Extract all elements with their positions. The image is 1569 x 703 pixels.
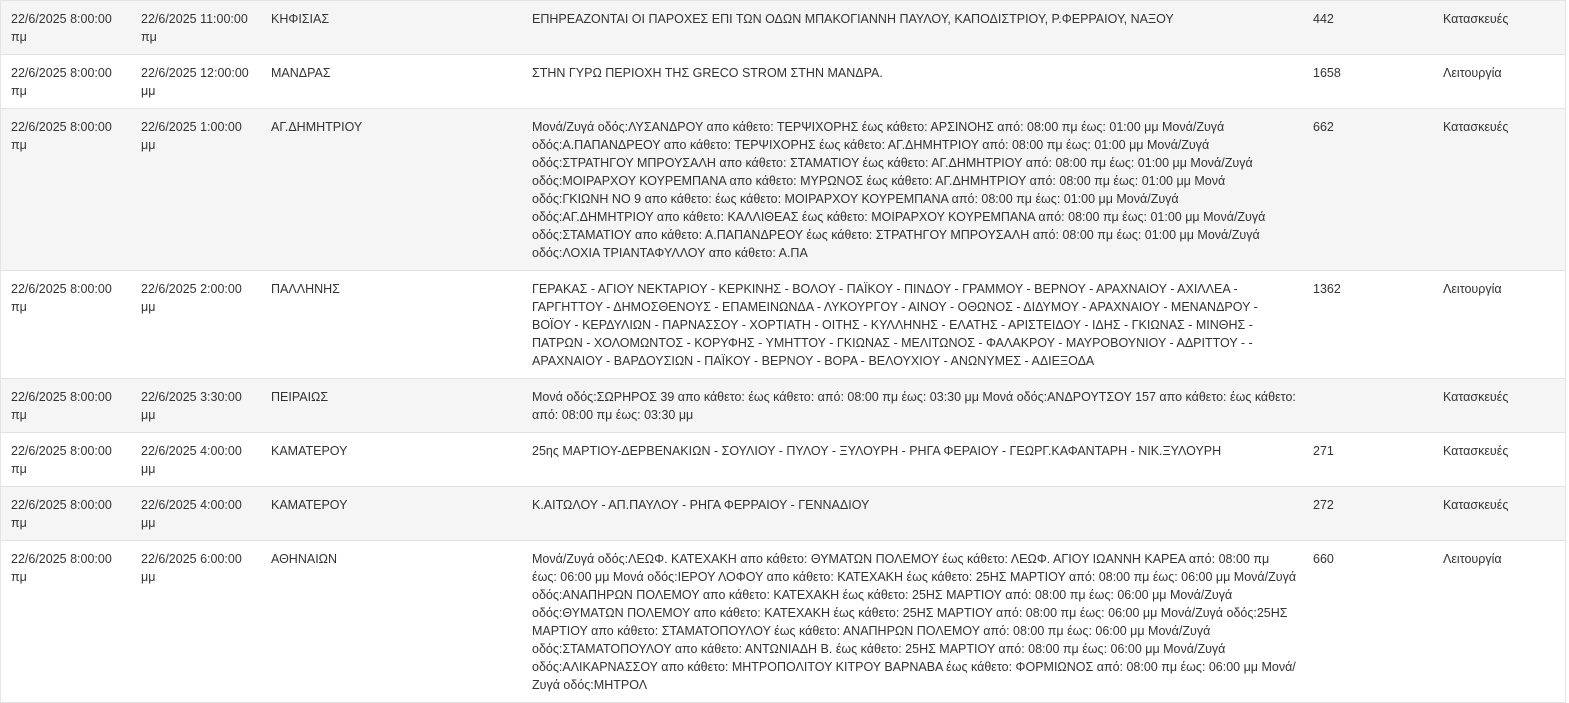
- type-cell: Κατασκευές: [1433, 109, 1565, 271]
- area-cell: ΠΑΛΛΗΝΗΣ: [261, 271, 522, 379]
- start-time-cell: 22/6/2025 8:00:00 πμ: [1, 109, 131, 271]
- start-time-cell: 22/6/2025 8:00:00 πμ: [1, 55, 131, 109]
- table-row: [1, 109, 1565, 271]
- type-cell: Κατασκευές: [1433, 433, 1565, 487]
- type-cell: Κατασκευές: [1433, 487, 1565, 541]
- end-time-cell: 22/6/2025 4:00:00 μμ: [131, 433, 261, 487]
- area-cell: ΜΑΝΔΡΑΣ: [261, 55, 522, 109]
- end-time-cell: 22/6/2025 11:00:00 πμ: [131, 1, 261, 55]
- description-cell: Μονά οδός:ΣΩΡΗΡΟΣ 39 απο κάθετο: έως κάθετο: από: 08:00 πμ έως: 03:30 μμ Μονά οδός:ΑΝΔΡΟΥΤΣΟΥ 157 απο κάθετο: έως κάθετο: από: 08:00 πμ έως: 03:30 μμ: [522, 379, 1303, 433]
- table-row: [1, 379, 1565, 433]
- table-row: [1, 55, 1565, 109]
- description-cell: Μονά/Ζυγά οδός:ΛΥΣΑΝΔΡΟΥ απο κάθετο: ΤΕΡΨΙΧΟΡΗΣ έως κάθετο: ΑΡΣΙΝΟΗΣ από: 08:00 πμ έως: 01:00 μμ Μονά/Ζυγά οδός:Α.ΠΑΠΑΝΔΡΕΟΥ απο κάθετο: ΤΕΡΨΙΧΟΡΗΣ έως κάθετο: ΑΓ.ΔΗΜΗΤΡΙΟΥ από: 08:00 πμ έως: 01:00 μμ Μονά/Ζυγά οδός:ΣΤΡΑΤΗΓΟΥ ΜΠΡΟΥΣΑΛΗ απο κάθετο: ΣΤΑΜΑΤΙΟΥ έως κάθετο: ΑΓ.ΔΗΜΗΤΡΙΟΥ από: 08:00 πμ έως: 01:00 μμ Μονά/Ζυγά οδός:ΜΟΙΡΑΡΧΟΥ ΚΟΥΡΕΜΠΑΝΑ απο κάθετο: ΜΥΡΩΝΟΣ έως κάθετο: ΑΓ.ΔΗΜΗΤΡΙΟΥ από: 08:00 πμ έως: 01:00 μμ Μονά οδός:ΓΚΙΩΝΗ ΝΟ 9 απο κάθετο: έως κάθετο: ΜΟΙΡΑΡΧΟΥ ΚΟΥΡΕΜΠΑΝΑ από: 08:00 πμ έως: 01:00 μμ Μονά/Ζυγά οδός:ΑΓ.ΔΗΜΗΤΡΙΟΥ απο κάθετο: ΚΑΛΛΙΘΕΑΣ έως κάθετο: ΜΟΙΡΑΡΧΟΥ ΚΟΥΡΕΜΠΑΝΑ από: 08:00 πμ έως: 01:00 μμ Μονά/Ζυγά οδός:ΣΤΑΜΑΤΙΟΥ απο κάθετο: Α.ΠΑΠΑΝΔΡΕΟΥ έως κάθετο: ΣΤΡΑΤΗΓΟΥ ΜΠΡΟΥΣΑΛΗ από: 08:00 πμ έως: 01:00 μμ Μονά/Ζυγά οδός:ΛΟΧΙΑ ΤΡΙΑΝΤΑΦΥΛΛΟΥ απο κάθετο: Α.ΠΑ: [522, 109, 1303, 271]
- area-cell: ΠΕΙΡΑΙΩΣ: [261, 379, 522, 433]
- description-cell: Μονά/Ζυγά οδός:ΛΕΩΦ. ΚΑΤΕΧΑΚΗ απο κάθετο: ΘΥΜΑΤΩΝ ΠΟΛΕΜΟΥ έως κάθετο: ΛΕΩΦ. ΑΓΙΟΥ ΙΩΑΝΝΗ ΚΑΡΕΑ από: 08:00 πμ έως: 06:00 μμ Μονά οδός:ΙΕΡΟΥ ΛΟΦΟΥ απο κάθετο: ΚΑΤΕΧΑΚΗ έως κάθετο: 25ΗΣ ΜΑΡΤΙΟΥ από: 08:00 πμ έως: 06:00 μμ Μονά/Ζυγά οδός:ΑΝΑΠΗΡΩΝ ΠΟΛΕΜΟΥ απο κάθετο: ΚΑΤΕΧΑΚΗ έως κάθετο: 25ΗΣ ΜΑΡΤΙΟΥ από: 08:00 πμ έως: 06:00 μμ Μονά/Ζυγά οδός:ΘΥΜΑΤΩΝ ΠΟΛΕΜΟΥ απο κάθετο: ΚΑΤΕΧΑΚΗ έως κάθετο: 25ΗΣ ΜΑΡΤΙΟΥ από: 08:00 πμ έως: 06:00 μμ Μονά/Ζυγά οδός:25ΗΣ ΜΑΡΤΙΟΥ απο κάθετο: ΣΤΑΜΑΤΟΠΟΥΛΟΥ έως κάθετο: ΑΝΑΠΗΡΩΝ ΠΟΛΕΜΟΥ από: 08:00 πμ έως: 06:00 μμ Μονά/Ζυγά οδός:ΣΤΑΜΑΤΟΠΟΥΛΟΥ απο κάθετο: ΑΝΤΩΝΙΑΔΗ Β. έως κάθετο: 25ΗΣ ΜΑΡΤΙΟΥ από: 08:00 πμ έως: 06:00 μμ Μονά/Ζυγά οδός:ΑΛΙΚΑΡΝΑΣΣΟΥ απο κάθετο: ΜΗΤΡΟΠΟΛΙΤΟΥ ΚΙΤΡΟΥ ΒΑΡΝΑΒΑ έως κάθετο: ΦΟΡΜΙΩΝΟΣ από: 08:00 πμ έως: 06:00 μμ Μονά/Ζυγά οδός:ΜΗΤΡΟΛ: [522, 541, 1303, 703]
- description-cell: 25ης ΜΑΡΤΙΟΥ-ΔΕΡΒΕΝΑΚΙΩΝ - ΣΟΥΛΙΟΥ - ΠΥΛΟΥ - ΞΥΛΟΥΡΗ - ΡΗΓΑ ΦΕΡΑΙΟΥ - ΓΕΩΡΓ.ΚΑΦΑΝΤΑΡΗ - ΝΙΚ.ΞΥΛΟΥΡΗ: [522, 433, 1303, 487]
- number-cell: 662: [1303, 109, 1433, 271]
- table-row: [1, 541, 1565, 703]
- type-cell: Λειτουργία: [1433, 55, 1565, 109]
- number-cell: [1303, 379, 1433, 433]
- table-row: [1, 433, 1565, 487]
- number-cell: 442: [1303, 1, 1433, 55]
- table-row: [1, 1, 1565, 55]
- number-cell: 660: [1303, 541, 1433, 703]
- area-cell: ΚΑΜΑΤΕΡΟΥ: [261, 433, 522, 487]
- description-cell: Κ.ΑΙΤΩΛΟΥ - ΑΠ.ΠΑΥΛΟΥ - ΡΗΓΑ ΦΕΡΡΑΙΟΥ - ΓΕΝΝΑΔΙΟΥ: [522, 487, 1303, 541]
- end-time-cell: 22/6/2025 4:00:00 μμ: [131, 487, 261, 541]
- end-time-cell: 22/6/2025 2:00:00 μμ: [131, 271, 261, 379]
- outages-table: [1, 1, 1565, 703]
- number-cell: 1658: [1303, 55, 1433, 109]
- number-cell: 272: [1303, 487, 1433, 541]
- number-cell: 271: [1303, 433, 1433, 487]
- start-time-cell: 22/6/2025 8:00:00 πμ: [1, 541, 131, 703]
- table-row: [1, 271, 1565, 379]
- area-cell: ΑΘΗΝΑΙΩΝ: [261, 541, 522, 703]
- table-row: [1, 487, 1565, 541]
- type-cell: Κατασκευές: [1433, 379, 1565, 433]
- start-time-cell: 22/6/2025 8:00:00 πμ: [1, 1, 131, 55]
- description-cell: ΣΤΗΝ ΓΥΡΩ ΠΕΡΙΟΧΗ ΤΗΣ GRECO STROM ΣΤΗΝ ΜΑΝΔΡΑ.: [522, 55, 1303, 109]
- description-cell: ΓΕΡΑΚΑΣ - ΑΓΙΟΥ ΝΕΚΤΑΡΙΟΥ - ΚΕΡΚΙΝΗΣ - ΒΟΛΟΥ - ΠΑΪΚΟΥ - ΠΙΝΔΟΥ - ΓΡΑΜΜΟΥ - ΒΕΡΝΟΥ - ΑΡΑΧΝΑΙΟΥ - ΑΧΙΛΛΕΑ - ΓΑΡΓΗΤΤΟΥ - ΔΗΜΟΣΘΕΝΟΥΣ - ΕΠΑΜΕΙΝΩΝΔΑ - ΛΥΚΟΥΡΓΟΥ - ΑΙΝΟΥ - ΟΘΩΝΟΣ - ΔΙΔΥΜΟΥ - ΑΡΑΧΝΑΙΟΥ - ΜΕΝΑΝΔΡΟΥ - ΒΟΪΟΥ - ΚΕΡΔΥΛΙΩΝ - ΠΑΡΝΑΣΣΟΥ - ΧΟΡΤΙΑΤΗ - ΟΙΤΗΣ - ΚΥΛΛΗΝΗΣ - ΕΛΑΤΗΣ - ΑΡΙΣΤΕΙΔΟΥ - ΙΔΗΣ - ΓΚΙΩΝΑΣ - ΜΙΝΘΗΣ - ΠΑΤΡΩΝ - ΧΟΛΟΜΩΝΤΟΣ - ΚΟΡΥΦΗΣ - ΥΜΗΤΤΟΥ - ΓΚΙΩΝΑΣ - ΜΕΛΙΤΩΝΟΣ - ΦΑΛΑΚΡΟΥ - ΜΑΥΡΟΒΟΥΝΙΟΥ - ΑΔΡΙΤΤΟΥ - - ΑΡΑΧΝΑΙΟΥ - ΒΑΡΔΟΥΣΙΩΝ - ΠΑΪΚΟΥ - ΒΕΡΝΟΥ - ΒΟΡΑ - ΒΕΛΟΥΧΙΟΥ - ΑΝΩΝΥΜΕΣ - ΑΔΙΕΞΟΔΑ: [522, 271, 1303, 379]
- start-time-cell: 22/6/2025 8:00:00 πμ: [1, 271, 131, 379]
- description-cell: ΕΠΗΡΕΑΖΟΝΤΑΙ ΟΙ ΠΑΡΟΧΕΣ ΕΠΙ ΤΩΝ ΟΔΩΝ ΜΠΑΚΟΓΙΑΝΝΗ ΠΑΥΛΟΥ, ΚΑΠΟΔΙΣΤΡΙΟΥ, Ρ.ΦΕΡΡΑΙΟΥ, ΝΑΞΟΥ: [522, 1, 1303, 55]
- end-time-cell: 22/6/2025 1:00:00 μμ: [131, 109, 261, 271]
- type-cell: Λειτουργία: [1433, 541, 1565, 703]
- start-time-cell: 22/6/2025 8:00:00 πμ: [1, 433, 131, 487]
- start-time-cell: 22/6/2025 8:00:00 πμ: [1, 379, 131, 433]
- end-time-cell: 22/6/2025 12:00:00 μμ: [131, 55, 261, 109]
- area-cell: ΑΓ.ΔΗΜΗΤΡΙΟΥ: [261, 109, 522, 271]
- outages-table-body: [1, 1, 1565, 703]
- start-time-cell: 22/6/2025 8:00:00 πμ: [1, 487, 131, 541]
- end-time-cell: 22/6/2025 3:30:00 μμ: [131, 379, 261, 433]
- area-cell: ΚΗΦΙΣΙΑΣ: [261, 1, 522, 55]
- area-cell: ΚΑΜΑΤΕΡΟΥ: [261, 487, 522, 541]
- type-cell: Κατασκευές: [1433, 1, 1565, 55]
- end-time-cell: 22/6/2025 6:00:00 μμ: [131, 541, 261, 703]
- number-cell: 1362: [1303, 271, 1433, 379]
- type-cell: Λειτουργία: [1433, 271, 1565, 379]
